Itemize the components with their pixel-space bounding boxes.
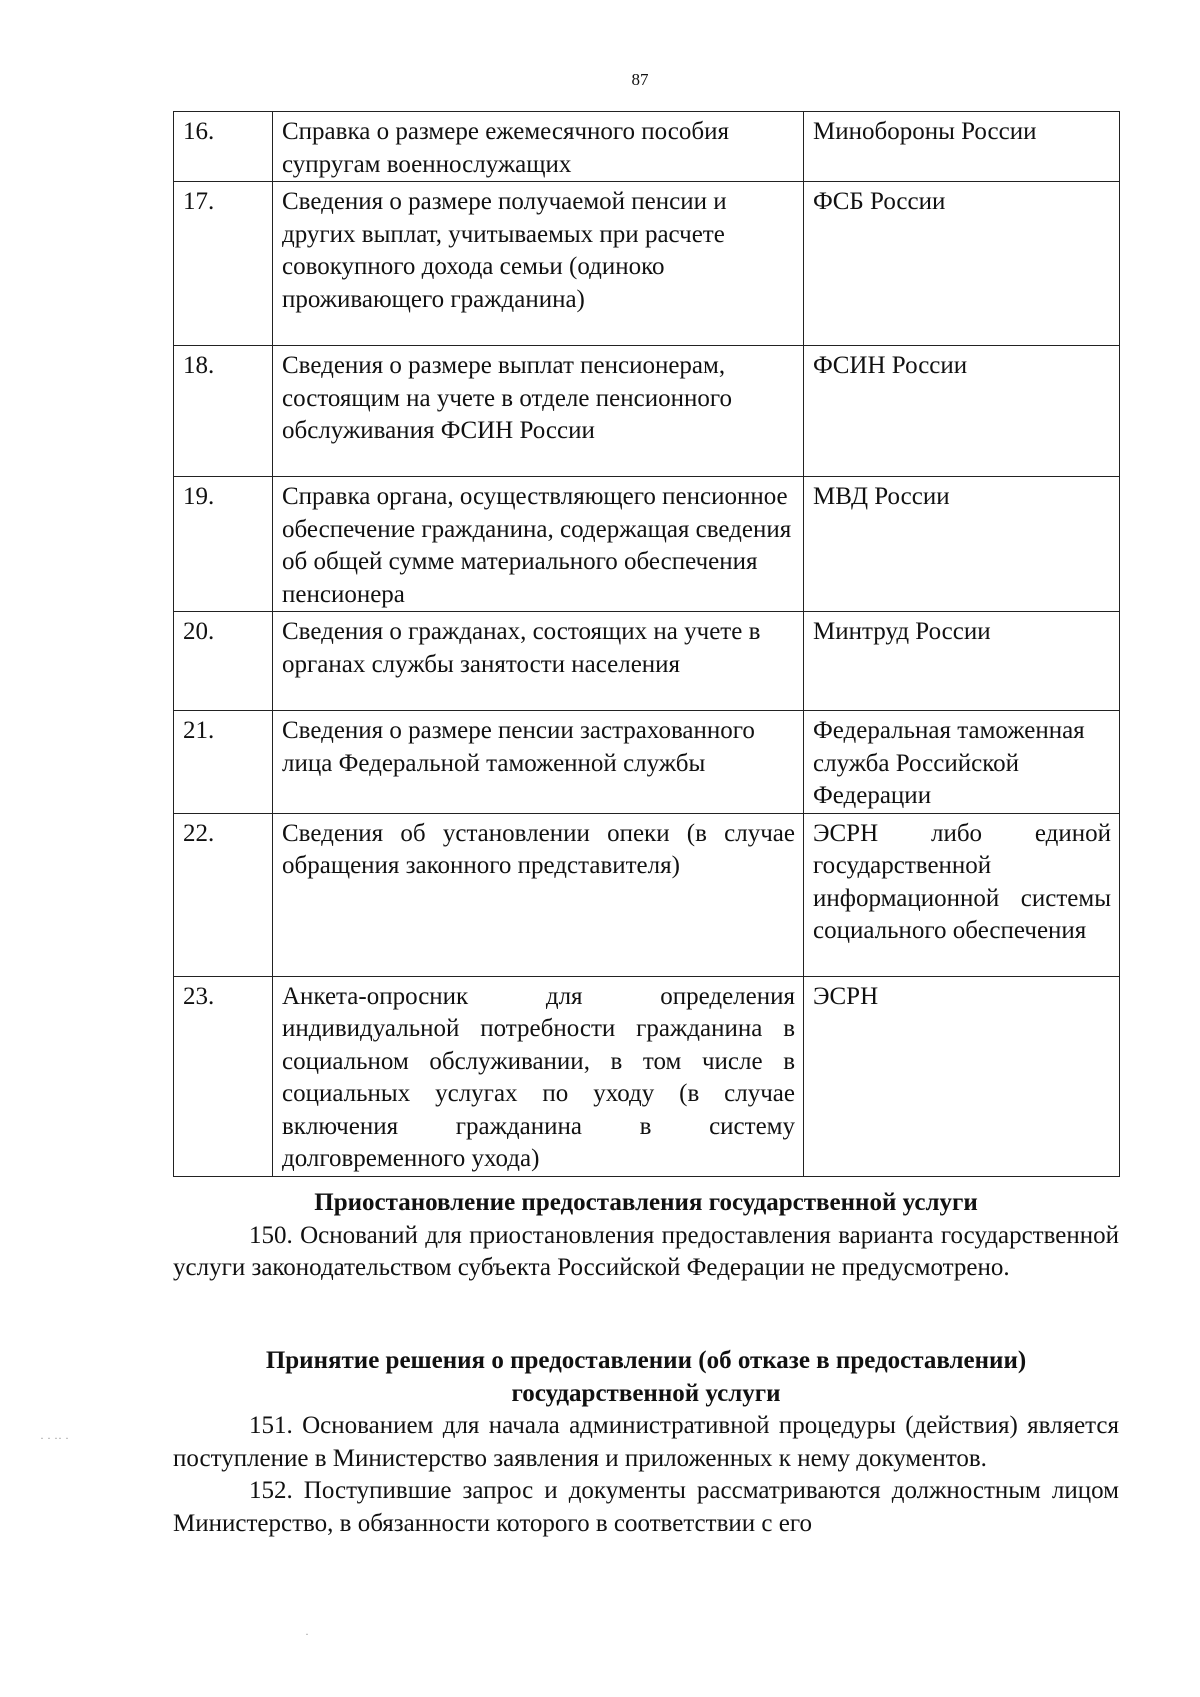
row-number: 22. [174,813,273,976]
table-row [174,477,1120,612]
document-name: Сведения о гражданах, состоящих на учете в органах службы занятости населения [273,612,804,711]
documents-table [173,111,1120,1177]
document-name: Справка органа, осуществляющего пенсионное обеспечение гражданина, содержащая сведения об общей сумме материального обеспечения пенсионера [273,477,804,612]
row-number: 23. [174,976,273,1176]
section-suspension [173,1187,1119,1285]
paragraph: 151. Основанием для начала административной процедуры (действия) является поступление в Министерство заявления и приложенных к нему документов. [173,1412,1119,1472]
table-row [174,182,1120,346]
paragraph: 152. Поступившие запрос и документы рассматриваются должностным лицом Министерство, в обязанности которого в соответствии с его [173,1477,1119,1537]
organization-name: ФСБ России [804,182,1120,346]
row-number: 16. [174,112,273,182]
document-name: Анкета-опросник для определения индивидуальной потребности гражданина в социальном обслуживании, в том числе в социальных услугах по уходу (в случае включения гражданина в систему долговременного ухода) [273,976,804,1176]
document-name: Сведения о размере пенсии застрахованного лица Федеральной таможенной службы [273,711,804,814]
row-number: 19. [174,477,273,612]
document-name: Сведения о размере получаемой пенсии и других выплат, учитываемых при расчете совокупного дохода семьи (одиноко проживающего гражданина) [273,182,804,346]
organization-name: Минтруд России [804,612,1120,711]
document-name: Справка о размере ежемесячного пособия супругам военнослужащих [273,112,804,182]
table-row [174,112,1120,182]
section-decision [173,1345,1119,1540]
document-name: Сведения о размере выплат пенсионерам, состоящим на учете в отделе пенсионного обслуживания ФСИН России [273,346,804,477]
organization-name: ФСИН России [804,346,1120,477]
scan-artifact: · [305,1627,309,1641]
row-number: 20. [174,612,273,711]
paragraph: 150. Оснований для приостановления предоставления варианта государственной услуги законодательством субъекта Российской Федерации не предусмотрено. [173,1221,1119,1281]
organization-name: ЭСРН [804,976,1120,1176]
row-number: 18. [174,346,273,477]
table-row [174,346,1120,477]
table-row [174,711,1120,814]
section-title: Приостановление предоставления государственной услуги [314,1189,978,1216]
section-title: Принятие решения о предоставлении (об отказе в предоставлении) государственной услуги [265,1347,1027,1407]
row-number: 21. [174,711,273,814]
table-row [174,612,1120,711]
document-name: Сведения об установлении опеки (в случае обращения законного представителя) [273,813,804,976]
page-number: 87 [631,70,649,89]
scan-artifact: · · ·· · [40,1431,69,1445]
table-row [174,976,1120,1176]
row-number: 17. [174,182,273,346]
organization-name: МВД России [804,477,1120,612]
organization-name: ЭСРН либо единой государственной информационной системы социального обеспечения [804,813,1120,976]
organization-name: Минобороны России [804,112,1120,182]
organization-name: Федеральная таможенная служба Российской Федерации [804,711,1120,814]
table-row [174,813,1120,976]
